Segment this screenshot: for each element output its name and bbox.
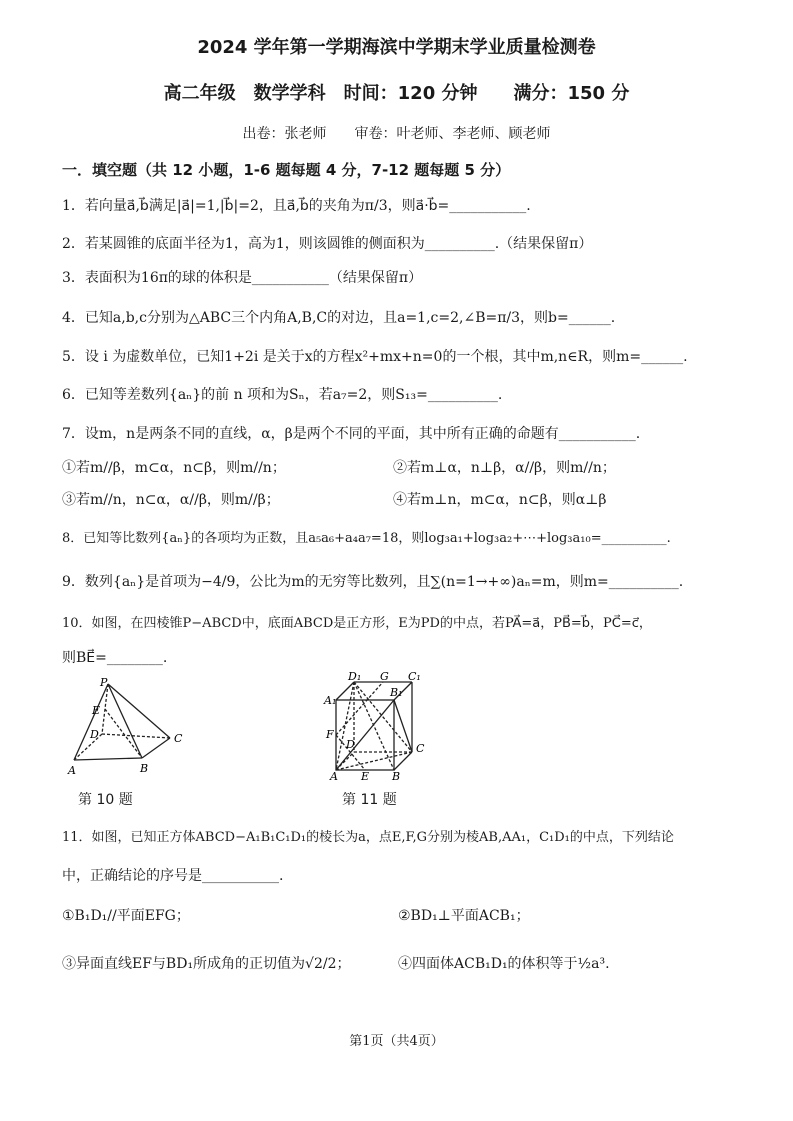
edge-bc	[142, 738, 170, 758]
figure-11-cube	[322, 672, 442, 782]
figure-10-caption: 第 10 题	[78, 792, 133, 808]
exam-title: 2024 学年第一学期海滨中学期末学业质量检测卷	[197, 37, 596, 58]
label-a: A	[330, 770, 338, 782]
question-11-option-4: ④四面体ACB₁D₁的体积等于½a³.	[398, 956, 610, 972]
label-c: C	[174, 732, 183, 745]
label-a1: A₁	[324, 694, 337, 707]
question-7-option-2: ②若m⊥α，n⊥β，α//β，则m//n；	[393, 460, 616, 476]
label-g: G	[380, 672, 389, 683]
label-d: D	[90, 728, 99, 741]
question-11-option-2: ②BD₁⊥平面ACB₁；	[398, 908, 530, 924]
question-10-line-1: 10．如图，在四棱锥P−ABCD中，底面ABCD是正方形，E为PD的中点，若PA⃗=a⃗，PB⃗=b⃗，PC⃗=c⃗，	[62, 616, 652, 631]
label-b: B	[140, 762, 149, 775]
edge-pb	[108, 684, 142, 758]
diag-ad1	[336, 682, 354, 770]
exam-authors: 出卷：张老师 审卷：叶老师、李老师、顾老师	[242, 126, 551, 142]
question-7: 7．设m，n是两条不同的直线，α，β是两个不同的平面，其中所有正确的命题有___________.	[62, 426, 641, 442]
label-c1: C₁	[408, 672, 421, 683]
question-11-option-3: ③异面直线EF与BD₁所成角的正切值为√2/2；	[62, 956, 351, 972]
question-1: 1．若向量a⃗,b⃗满足|a⃗|=1,|b⃗|=2，且a⃗,b⃗的夹角为π/3，则a⃗·b⃗=___________.	[62, 198, 531, 214]
question-2: 2．若某圆锥的底面半径为1，高为1，则该圆锥的侧面积为__________.（结果保留π）	[62, 236, 593, 252]
label-d: D	[346, 738, 355, 751]
question-4: 4．已知a,b,c分别为△ABC三个内角A,B,C的对边，且a=1,c=2,∠B=π/3，则b=______.	[62, 310, 616, 326]
edge-ab	[74, 758, 142, 760]
page-footer: 第1页（共4页）	[349, 1034, 444, 1049]
edge-dc	[102, 734, 170, 738]
edge-pa	[74, 684, 108, 760]
edge-bc	[394, 752, 412, 770]
label-p: P	[100, 676, 108, 689]
diag-bd1	[354, 682, 394, 770]
diag-d1c	[354, 682, 412, 752]
question-7-option-4: ④若m⊥n，m⊂α，n⊂β，则α⊥β	[393, 492, 607, 508]
question-6: 6．已知等差数列{aₙ}的前 n 项和为Sₙ，若a₇=2，则S₁₃=__________.	[62, 387, 503, 403]
question-8: 8．已知等比数列{aₙ}的各项均为正数，且a₅a₆+a₄a₇=18，则log₃a₁+log₃a₂+⋯+log₃a₁₀=__________.	[62, 531, 671, 546]
diag-b1c	[394, 700, 412, 752]
exam-subtitle: 高二年级 数学学科 时间：120 分钟 满分：150 分	[163, 83, 630, 104]
label-a: A	[68, 764, 76, 777]
label-b1: B₁	[390, 686, 403, 699]
figure-10-pyramid	[60, 672, 200, 782]
label-f: F	[326, 728, 334, 741]
section-heading: 一．填空题（共 12 小题，1-6 题每题 4 分，7-12 题每题 5 分）	[62, 161, 511, 179]
question-11-option-1: ①B₁D₁//平面EFG；	[62, 908, 190, 924]
question-7-option-3: ③若m//n，n⊂α，α//β，则m//β；	[62, 492, 280, 508]
question-5: 5．设 i 为虚数单位，已知1+2i 是关于x的方程x²+mx+n=0的一个根，其中m,n∈R，则m=______.	[62, 349, 688, 365]
diag-ab1	[336, 700, 394, 770]
figure-11-caption: 第 11 题	[342, 792, 397, 808]
question-11-line-1: 11．如图，已知正方体ABCD−A₁B₁C₁D₁的棱长为a，点E,F,G分别为棱AB,AA₁，C₁D₁的中点，下列结论	[62, 830, 674, 845]
label-b: B	[392, 770, 401, 782]
question-3: 3．表面积为16π的球的体积是___________（结果保留π）	[62, 270, 423, 286]
question-11-line-2: 中，正确结论的序号是___________.	[62, 868, 284, 884]
label-e: E	[361, 770, 370, 782]
question-9: 9．数列{aₙ}是首项为−4/9，公比为m的无穷等比数列，且∑(n=1→+∞)aₙ=m，则m=__________.	[62, 574, 684, 590]
label-c: C	[416, 742, 425, 755]
question-10-line-2: 则BE⃗=________.	[62, 650, 168, 666]
question-7-option-1: ①若m//β，m⊂α，n⊂β，则m//n；	[62, 460, 286, 476]
label-d1: D₁	[348, 672, 362, 683]
label-e: E	[92, 704, 101, 717]
edge-pc	[108, 684, 170, 738]
segment-fg	[336, 682, 383, 735]
diag-ac	[336, 752, 412, 770]
